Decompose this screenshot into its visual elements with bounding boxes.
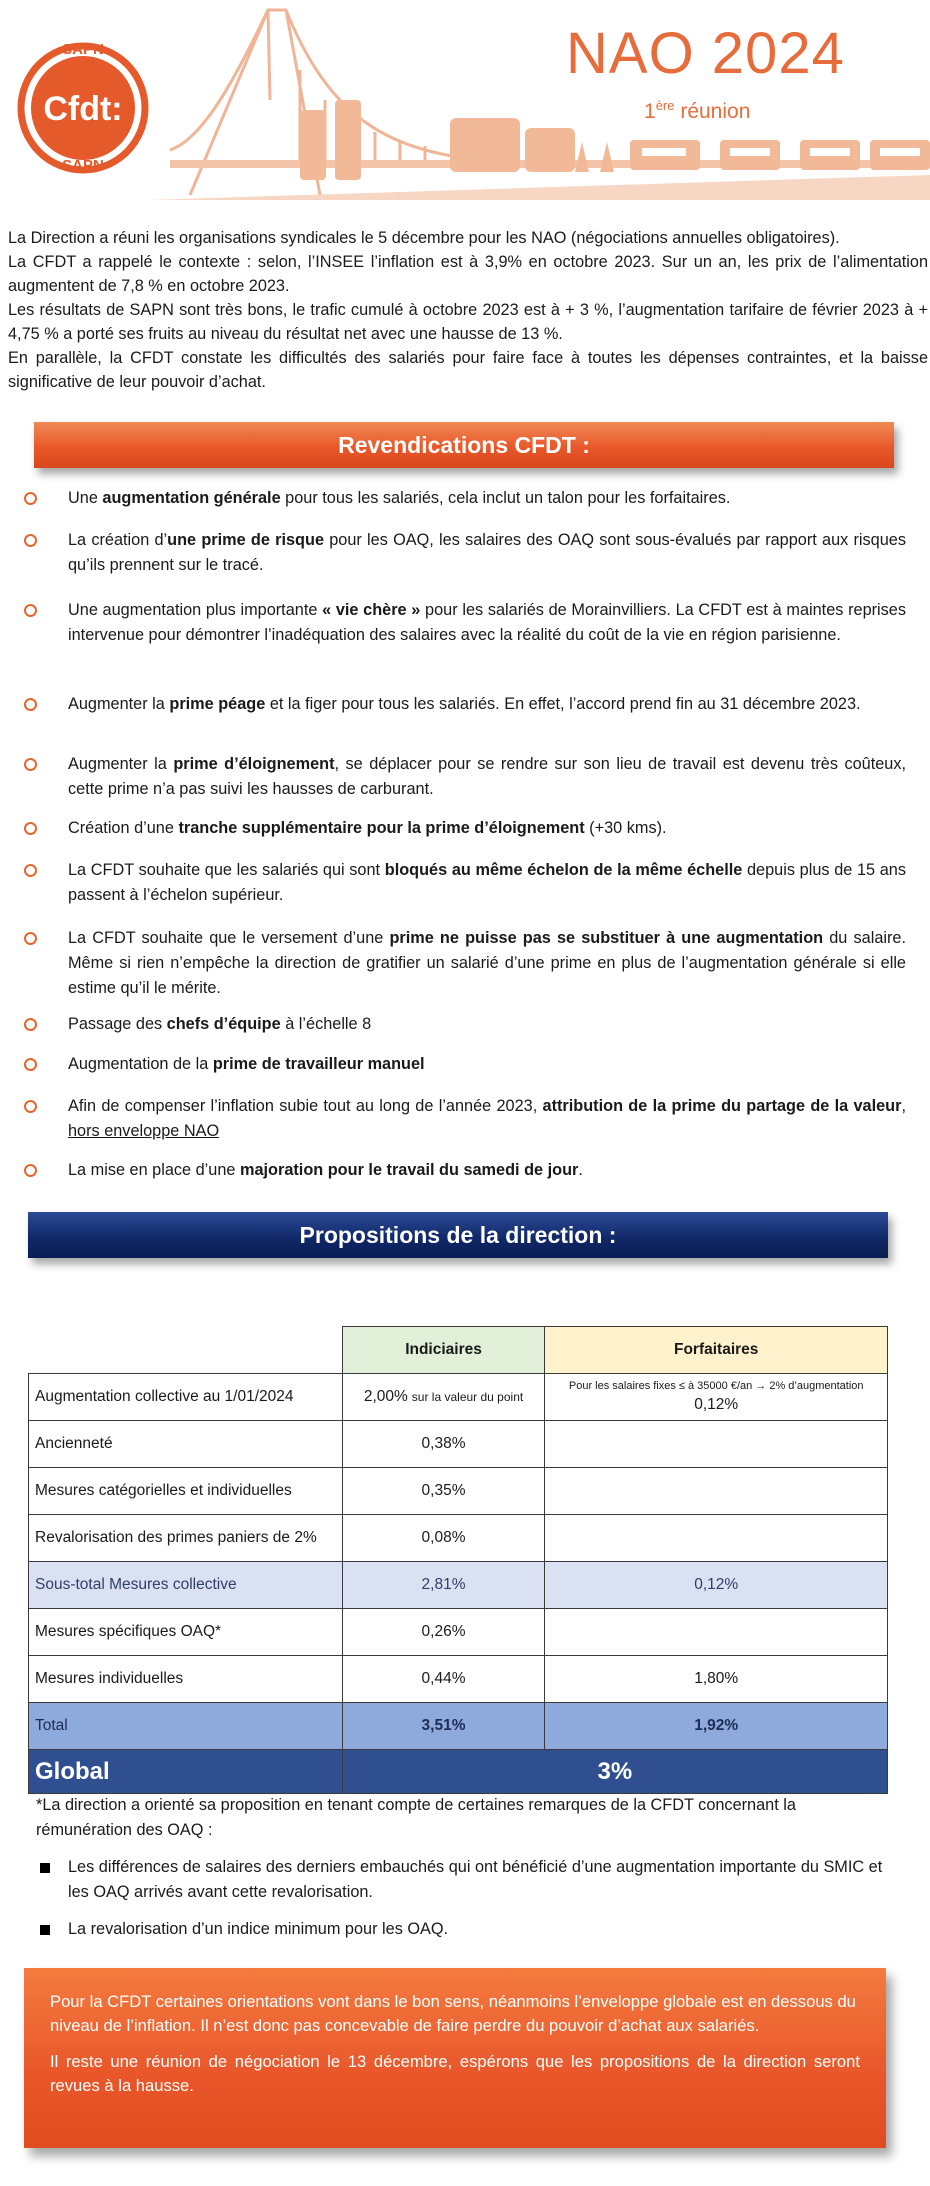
- row-label: Mesures spécifiques OAQ*: [29, 1609, 343, 1656]
- claim-text-part: à l’échelle 8: [280, 1015, 372, 1033]
- claim-text-part: pour les OAQ, les salaires des OAQ sont sous-évalués par rapport aux risques qu’ils prennent sur le tracé.: [68, 531, 906, 574]
- proposals-table: [28, 1326, 888, 1794]
- forfaitaires-value: 1,92%: [694, 1717, 739, 1734]
- logo-main-text: Cfdt:: [43, 90, 123, 128]
- intro-paragraph: Les résultats de SAPN sont très bons, le trafic cumulé à octobre 2023 est à + 3 %, l’augmentation tarifaire de février 2023 à + 4,75 % a porté ses fruits au niveau du résultat net avec une hausse de 13 %.: [8, 301, 928, 343]
- row-label: Total: [29, 1703, 343, 1750]
- claim-text-bold: « vie chère »: [322, 601, 421, 619]
- forfaitaires-cell: [545, 1468, 888, 1515]
- table-row: [29, 1421, 888, 1468]
- circle-bullet-icon: [24, 534, 37, 547]
- claim-text-part: Passage des: [68, 1015, 167, 1033]
- table-row: [29, 1656, 888, 1703]
- table-row: [29, 1468, 888, 1515]
- cfdt-sapn-logo: [14, 12, 152, 200]
- claim-text-part: La mise en place d’une: [68, 1161, 240, 1179]
- row-label: Revalorisation des primes paniers de 2%: [29, 1515, 343, 1562]
- claim-text-bold: chefs d’équipe: [166, 1015, 281, 1033]
- indiciaires-value: 0,44%: [421, 1670, 466, 1687]
- forfaitaires-value: 1,80%: [694, 1670, 739, 1687]
- row-label: Ancienneté: [29, 1421, 343, 1468]
- logo-bottom-text: SAPN: [62, 157, 104, 174]
- subtitle-ordinal: 1: [644, 100, 656, 123]
- conclusion-box: [24, 1968, 886, 2148]
- claim-text-bold: attribution de la prime du partage de la valeur: [542, 1097, 902, 1115]
- intro-paragraph: La Direction a réuni les organisations syndicales le 5 décembre pour les NAO (négociations annuelles obligatoires).: [8, 229, 840, 247]
- table-row: [29, 1703, 888, 1750]
- logo-top-text: SAPN: [62, 41, 104, 58]
- table-row: [29, 1374, 888, 1421]
- claim-text-part: Création d’une: [68, 819, 179, 837]
- forfaitaires-cell: [545, 1703, 888, 1750]
- claim-text-part: pour tous les salariés, cela inclut un talon pour les forfaitaires.: [280, 489, 731, 507]
- claim-text: [68, 816, 906, 841]
- column-header-forfaitaires: Forfaitaires: [545, 1327, 888, 1374]
- indiciaires-value: 3,51%: [421, 1717, 466, 1734]
- claim-text-part: La CFDT souhaite que les salariés qui sont: [68, 861, 385, 879]
- claim-text-underline: hors enveloppe NAO: [68, 1122, 220, 1140]
- forfaitaires-cell: [545, 1374, 888, 1421]
- oaq-note: *La direction a orienté sa proposition en tenant compte de certaines remarques de la CFDT concernant la rémunération des OAQ :: [36, 1796, 796, 1839]
- claims-banner: Revendications CFDT :: [34, 422, 894, 468]
- table-row: [29, 1562, 888, 1609]
- claim-text-part: (+30 kms).: [584, 819, 667, 837]
- forfaitaires-value: 0,12%: [694, 1396, 739, 1413]
- circle-bullet-icon: [24, 864, 37, 877]
- circle-bullet-icon: [24, 492, 37, 505]
- page-subtitle: [644, 98, 750, 124]
- row-label: Augmentation collective au 1/01/2024: [29, 1374, 343, 1421]
- intro-paragraph: En parallèle, la CFDT constate les difficultés des salariés pour faire face à toutes les dépenses contraintes, et la baisse significative de leur pouvoir d’achat.: [8, 349, 928, 391]
- claim-text-part: Une: [68, 489, 103, 507]
- indiciaires-cell: [342, 1609, 545, 1656]
- forfaitaires-note: Pour les salaires fixes ≤ à 35000 €/an → 2% d’augmentation: [568, 1380, 864, 1392]
- indiciaires-note: sur la valeur du point: [411, 1390, 524, 1404]
- indiciaires-cell: [342, 1421, 545, 1468]
- indiciaires-value: 0,26%: [421, 1623, 466, 1640]
- claim-text: [68, 858, 906, 908]
- claim-text-part: .: [578, 1161, 583, 1179]
- square-bullet-icon: [40, 1925, 50, 1935]
- proposals-banner: Propositions de la direction :: [28, 1212, 888, 1258]
- global-value: 3%: [342, 1750, 887, 1794]
- forfaitaires-value: 0,12%: [694, 1576, 739, 1593]
- indiciaires-value: 0,35%: [421, 1482, 466, 1499]
- claim-text-bold: augmentation générale: [102, 489, 281, 507]
- page-title: NAO 2024: [566, 21, 845, 86]
- row-label: Sous-total Mesures collective: [29, 1562, 343, 1609]
- claim-text-part: La création d’: [68, 531, 168, 549]
- row-label: Mesures catégorielles et individuelles: [29, 1468, 343, 1515]
- indiciaires-cell: [342, 1656, 545, 1703]
- claim-text: [68, 1052, 906, 1077]
- list-item-text: Les différences de salaires des derniers embauchés qui ont bénéficié d’une augmentation importante du SMIC et les OAQ arrivés avant cette revalorisation.: [68, 1858, 883, 1901]
- forfaitaires-cell: [545, 1656, 888, 1703]
- indiciaires-cell: [342, 1468, 545, 1515]
- claim-text-part: Augmenter la: [68, 695, 170, 713]
- subtitle-ordinal-suffix: ère: [655, 98, 675, 113]
- claim-text: [68, 528, 906, 578]
- claim-text: [68, 486, 906, 511]
- claim-text: [68, 752, 906, 802]
- circle-bullet-icon: [24, 1018, 37, 1031]
- circle-bullet-icon: [24, 758, 37, 771]
- claim-text-bold: prime péage: [169, 695, 266, 713]
- claim-text-part: La CFDT souhaite que le versement d’une: [68, 929, 390, 947]
- table-header-row: [29, 1327, 888, 1374]
- claim-text-bold: tranche supplémentaire pour la prime d’éloignement: [178, 819, 585, 837]
- circle-bullet-icon: [24, 1058, 37, 1071]
- forfaitaires-cell: [545, 1562, 888, 1609]
- circle-bullet-icon: [24, 932, 37, 945]
- conclusion-paragraph: Pour la CFDT certaines orientations vont dans le bon sens, néanmoins l’enveloppe globale est en dessous du niveau de l’inflation. Il n’est donc pas concevable de faire perdre du pouvoir d’achat aux salariés.: [50, 1992, 856, 2035]
- claim-text-bold: prime ne puisse pas se substituer à une augmentation: [389, 929, 824, 947]
- claim-text-part: pour les salariés de Morainvilliers. La CFDT est à maintes reprises intervenue pour démontrer l’inadéquation des salaires avec la réalité du coût de la vie en région parisienne.: [68, 601, 906, 644]
- square-bullet-icon: [40, 1863, 50, 1873]
- indiciaires-cell: [342, 1515, 545, 1562]
- page-header: [0, 0, 930, 220]
- row-label: Mesures individuelles: [29, 1656, 343, 1703]
- global-label: Global: [29, 1750, 343, 1794]
- claim-text-part: Une augmentation plus importante: [68, 601, 323, 619]
- circle-bullet-icon: [24, 1164, 37, 1177]
- intro-text: [8, 226, 928, 394]
- column-header-indiciaires: Indiciaires: [342, 1327, 545, 1374]
- forfaitaires-cell: [545, 1515, 888, 1562]
- claim-text-part: , se déplacer pour se rendre sur son lieu de travail est devenu très coûteux, cette prime n’a pas suivi les hausses de carburant.: [68, 755, 906, 798]
- circle-bullet-icon: [24, 698, 37, 711]
- table-row: [29, 1515, 888, 1562]
- indiciaires-value: 2,00%: [363, 1388, 408, 1405]
- indiciaires-value: 2,81%: [421, 1576, 466, 1593]
- conclusion-paragraph: Il reste une réunion de négociation le 13 décembre, espérons que les propositions de la direction seront revues à la hausse.: [50, 2052, 860, 2095]
- indiciaires-cell: [342, 1703, 545, 1750]
- claim-text: [68, 1012, 906, 1037]
- circle-bullet-icon: [24, 1100, 37, 1113]
- indiciaires-cell: [342, 1374, 545, 1421]
- forfaitaires-cell: [545, 1609, 888, 1656]
- claim-text-bold: une prime de risque: [167, 531, 324, 549]
- claim-text-bold: prime d’éloignement: [173, 755, 335, 773]
- indiciaires-cell: [342, 1562, 545, 1609]
- claim-text: [68, 598, 906, 648]
- claim-text-part: ,: [901, 1097, 906, 1115]
- indiciaires-value: 0,38%: [421, 1435, 466, 1452]
- claim-text-part: Augmenter la: [68, 755, 174, 773]
- subtitle-word: réunion: [680, 100, 751, 123]
- claim-text-part: et la figer pour tous les salariés. En effet, l’accord prend fin au 31 décembre 2023.: [265, 695, 861, 713]
- claim-text-bold: bloqués au même échelon de la même échelle: [384, 861, 743, 879]
- table-global-row: [29, 1750, 888, 1794]
- claim-text-part: Afin de compenser l’inflation subie tout au long de l’année 2023,: [68, 1097, 543, 1115]
- claim-text-bold: majoration pour le travail du samedi de jour: [239, 1161, 579, 1179]
- claim-text-bold: prime de travailleur manuel: [212, 1055, 425, 1073]
- claim-text-part: depuis plus de 15 ans passent à l’échelon supérieur.: [68, 861, 907, 904]
- circle-bullet-icon: [24, 604, 37, 617]
- claim-text: [68, 1094, 906, 1144]
- intro-paragraph: La CFDT a rappelé le contexte : selon, l’INSEE l’inflation est à 3,9% en octobre 2023. Sur un an, les prix de l’alimentation augmentent de 7,8 % en octobre 2023.: [8, 253, 928, 295]
- circle-bullet-icon: [24, 822, 37, 835]
- claim-text: [68, 1158, 906, 1183]
- claim-text-part: du salaire. Même si rien n’empêche la direction de gratifier un salarié d’une prime en plus de l’augmentation générale si elle estime qu’il le mérite.: [68, 929, 906, 997]
- table-corner: [29, 1327, 343, 1374]
- forfaitaires-cell: [545, 1421, 888, 1468]
- table-row: [29, 1609, 888, 1656]
- claim-text: [68, 926, 906, 1001]
- list-item-text: La revalorisation d’un indice minimum pour les OAQ.: [68, 1920, 449, 1938]
- indiciaires-value: 0,08%: [421, 1529, 466, 1546]
- claim-text-part: Augmentation de la: [68, 1055, 213, 1073]
- claim-text: [68, 692, 906, 717]
